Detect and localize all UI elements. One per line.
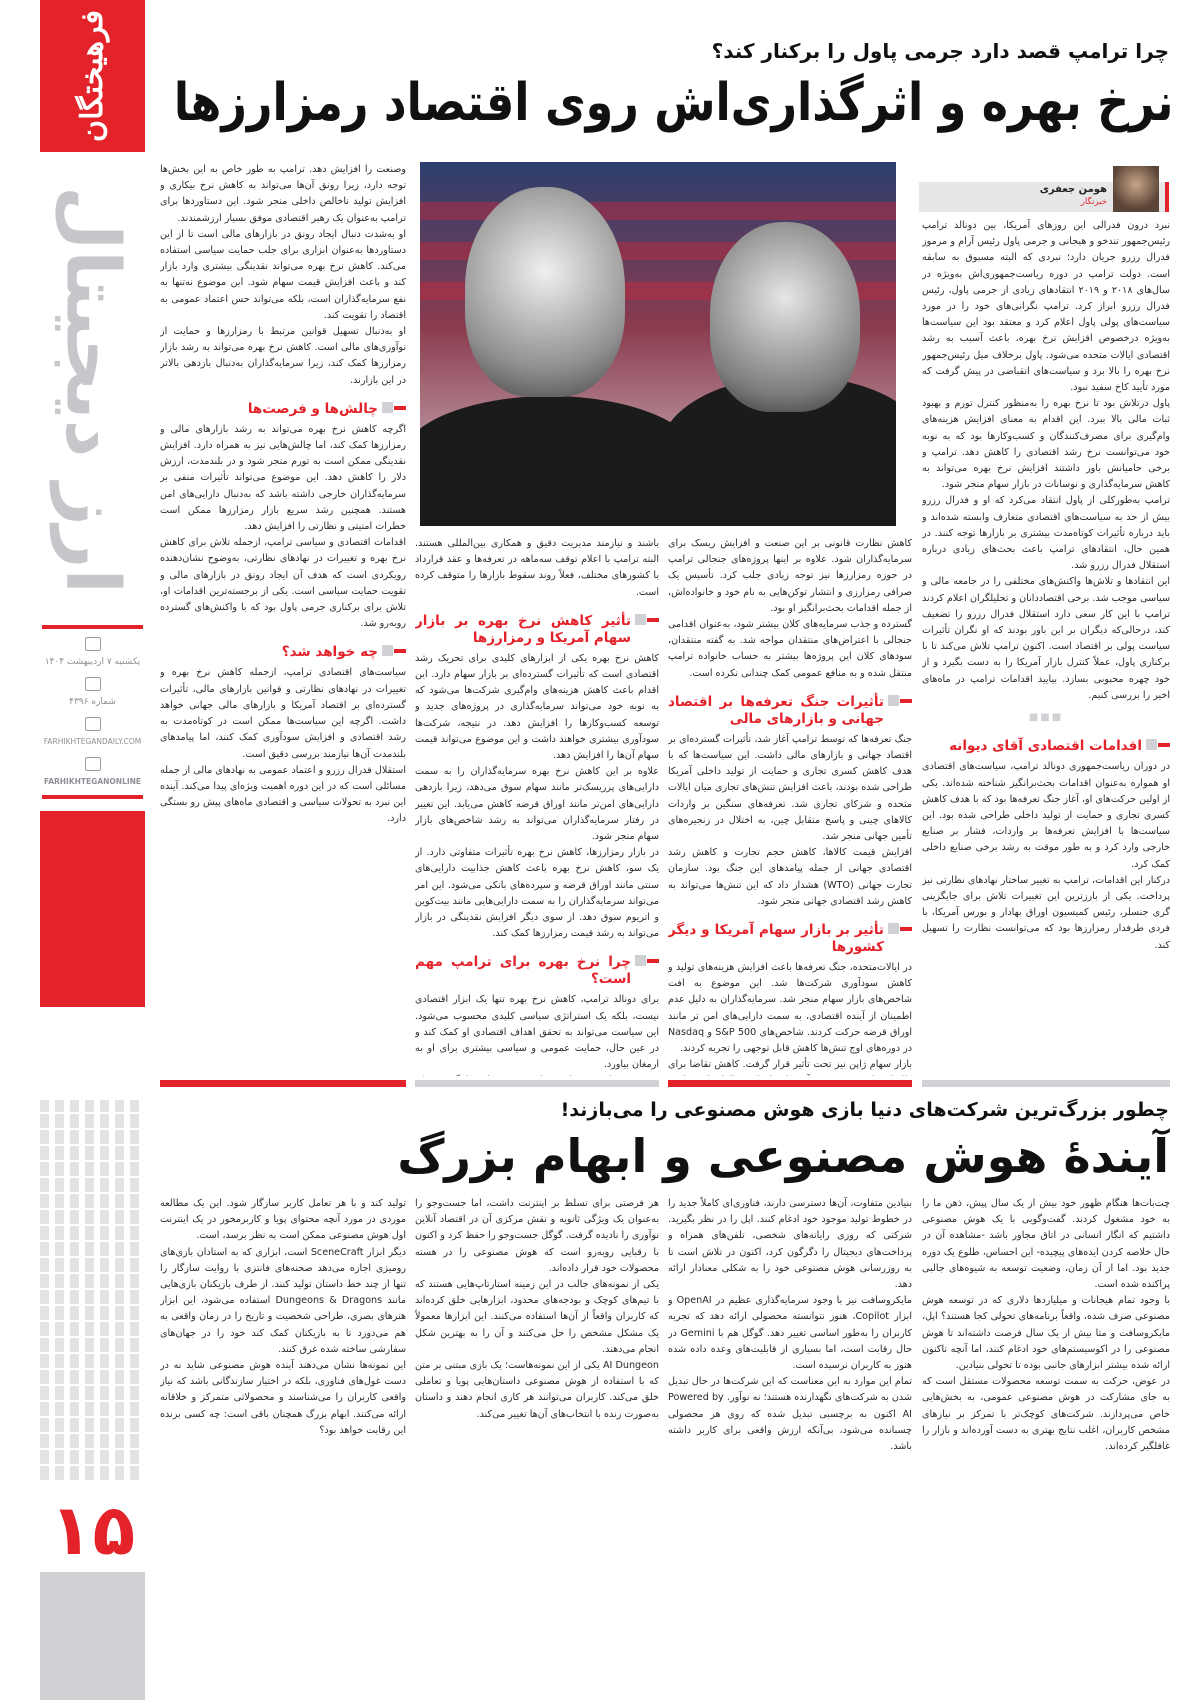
paragraph: جنگ تعرفه‌ها که توسط ترامپ آغاز شد، تأثیرات گسترده‌ای بر اقتصاد جهانی و بازارهای مالی داشت. این سیاست‌ها که با هدف کاهش کسری تجاری و حمایت از تولید داخلی آمریکا طراحی شده بودند، باعث افزایش تنش‌های تجاری میان ایالات متحده و شرکای تجاری شد. تعرفه‌های سنگین بر واردات کالاهای چینی و پاسخ متقابل چین، به اختلال در زنجیره‌های تأمین جهانی منجر شد. xyxy=(668,733,912,843)
column-rule xyxy=(160,1080,406,1087)
top-headline: نرخ بهره و اثرگذاری‌اش روی اقتصاد رمزارزها xyxy=(173,73,1173,133)
paragraph: کاهش نرخ بهره یکی از ابزارهای کلیدی برای تحریک رشد اقتصادی است که تأثیرات گسترده‌ای بر بازار سهام دارد. این اقدام باعث کاهش هزینه‌های وام‌گیری شرکت‌ها می‌شود که به نوبه خود می‌تواند سرمایه‌گذاری در پروژه‌های جدید و توسعه کسب‌وکارها را افزایش دهد. در نتیجه، شرکت‌ها سودآوری بیشتری خواهند داشت و این موضوع می‌تواند قیمت سهام آن‌ها را افزایش دهد. xyxy=(415,652,659,762)
top-kicker: چرا ترامپ قصد دارد جرمی پاول را برکنار کند؟ xyxy=(711,39,1169,63)
website-link[interactable]: FARHIKHTEGANDAILY.COM xyxy=(43,737,142,746)
bottom-column-1 xyxy=(922,1196,1170,1690)
divider xyxy=(42,625,143,629)
paragraph: AI Dungeon یکی از این نمونه‌هاست؛ یک بازی مبتنی بر متن که با استفاده از هوش مصنوعی داستان‌هایی پویا و تعاملی خلق می‌کند. کاربران می‌توانند هر کاری انجام دهند و داستان به‌صورت زنده با انتخاب‌های آن‌ها تغییر می‌کند. xyxy=(415,1360,659,1420)
subheading: چرا نرخ بهره برای ترامپ مهم است؟ xyxy=(415,954,659,988)
issue-number: شماره ۴۳۹۶ xyxy=(69,697,116,707)
divider xyxy=(42,795,143,799)
paragraph: او به‌دنبال تسهیل قوانین مرتبط با رمزارزها و حمایت از نوآوری‌های مالی است. کاهش نرخ بهره می‌تواند به رشد بازار رمزارزها کمک کند، زیرا سرمایه‌گذاران به‌دنبال بازدهی بالاتر در این بازارند. xyxy=(160,326,406,386)
author-byline xyxy=(919,166,1169,212)
social-icon xyxy=(85,757,101,771)
article-photo xyxy=(420,162,896,526)
paragraph: تمام این موارد به این معناست که این شرکت‌ها در حال تبدیل شدن به شرکت‌های نگهدارنده هستند؛ نه نوآور. Powered by AI اکنون به برچسبی تبدیل شده که روی هر محصولی چسبانده می‌شود، بی‌آنکه ارزش واقعی برای کاربر داشته باشد. xyxy=(668,1376,912,1453)
top-column-4 xyxy=(160,162,406,1076)
paragraph: وصنعت را افزایش دهد. ترامپ به طور خاص به این بخش‌ها توجه دارد، زیرا رونق آن‌ها می‌تواند به کاهش نرخ بیکاری و افزایش تولید ناخالص داخلی منجر شود. این دستاوردها برای ترامپ به‌عنوان یک رهبر اقتصادی موفق بسیار ارزشمندند. xyxy=(160,164,406,224)
bottom-column-3 xyxy=(415,1196,659,1690)
column-rule xyxy=(922,1080,1170,1087)
paragraph: اقدامات اقتصادی و سیاسی ترامپ، ازجمله تلاش برای کاهش نرخ بهره و تغییرات در نهادهای نظارتی، به‌وضوح نشان‌دهنده رویکردی است که هدف آن ایجاد رونق در بازارهای مالی و تقویت حمایت سیاسی است. یکی از برجسته‌ترین اقدامات او، تلاش برای برکناری جرمی پاول بود که با واکنش‌های گسترده روبه‌رو شد. xyxy=(160,537,406,630)
subheading: چه خواهد شد؟ xyxy=(160,644,406,661)
issue-date: یکشنبه ۷ اردیبهشت ۱۴۰۴ xyxy=(44,657,141,667)
paragraph: ترامپ به‌طورکلی از پاول انتقاد می‌کرد که او و فدرال رزرو بیش از حد به سیاست‌های اقتصادی متعارف وابسته شده‌اند و باید درباره تأثیرات کوتاه‌مدت بیشتری بر بازارها توجه کنند. در همین حال، انتقادهای ترامپ باعث بحث‌های زیادی درباره استقلال فدرال رزرو شد. xyxy=(922,495,1170,572)
author-role: خبرنگار xyxy=(1080,197,1107,207)
web-icon xyxy=(85,717,101,731)
subheading: تأثیرات جنگ تعرفه‌ها بر اقتصاد جهانی و بازارهای مالی xyxy=(668,694,912,728)
paragraph: بنیادین متفاوت، آن‌ها دسترسی دارند، فناوری‌ای کاملاً جدید را در خطوط تولید موجود خود ادغام کنند. اپل را در نظر بگیرید. شرکتی که روزی رایانه‌های شخصی، تلفن‌های همراه و پرداخت‌های دیجیتال را دگرگون کرد، اکنون در تلاش است تا به روزرسانی هوش مصنوعی خود را به شکلی معنادار ارائه دهد. xyxy=(668,1198,912,1291)
bottom-column-4 xyxy=(160,1196,406,1690)
top-column-1 xyxy=(922,218,1170,1076)
paragraph: اگرچه کاهش نرخ بهره می‌تواند به رشد بازارهای مالی و رمزارزها کمک کند، اما چالش‌هایی نیز به همراه دارد. افزایش نقدینگی ممکن است به تورم منجر شود و در بلندمدت، ارزش دلار را کاهش دهد. این موضوع می‌تواند تأثیرات منفی بر سرمایه‌گذاران خارجی داشته باشد که به‌دنبال دارایی‌های امن هستند. همچنین رشد سریع بازار رمزارزها ممکن است خطرات امنیتی و نظارتی را افزایش دهد. xyxy=(160,423,406,533)
paragraph: بازار سهام ژاپن نیز تحت تأثیر قرار گرفت. کاهش تقاضا برای xyxy=(668,1059,912,1071)
section-separator: ■■■ xyxy=(1028,712,1064,724)
paragraph: این انتقادها و تلاش‌ها واکنش‌های مختلفی را در جامعه مالی و سیاسی موجب شد. برخی اقتصاددانان و تحلیلگران اعلام کردند ترامپ با این کار سعی دارد استقلال فدرال رزرو را تضعیف کند، درحالی‌که دیگران بر این باور بودند که او نگران تأثیرات سیاست پولی بر اقتصاد است. اکنون ترامپ تلاش می‌کند تا با برکناری پاول، عملاً کنترل بازار آمریکا را به دست بگیرد و از خود چهره محبوبی بسازد. بیایید اقدامات ترامپ در ماه‌های اخیر را بررسی کنیم. xyxy=(922,576,1170,701)
paragraph: گسترده و جذب سرمایه‌های کلان بیشتر شود، به‌عنوان اقدامی جنجالی با اعتراض‌های منتقدان مواجه شد. به گفته منتقدان، سودهای کلان این پروژه‌ها بیشتر به حساب خانواده ترامپ منتقل شده و به منافع عمومی کمک چندانی نکرده است. xyxy=(668,619,912,679)
paragraph: او به‌شدت دنبال ایجاد رونق در بازارهای مالی است تا از این دستاوردها به‌عنوان ابزاری برای جلب حمایت سیاسی استفاده می‌کند. کاهش نرخ بهره می‌تواند نقدینگی بیشتری وارد بازار کند و باعث افزایش قیمت سهام شود. این موضوع نه‌تنها به نفع سرمایه‌گذاران است، بلکه می‌تواند حس اعتماد عمومی به اقتصاد را تقویت کند. xyxy=(160,228,406,321)
column-rule xyxy=(415,1080,659,1087)
section-title: ارز دیجیتال xyxy=(49,186,136,594)
paragraph: تولید کند و با هر تعامل کاربر سازگار شود. این یک مطالعه موردی در مورد آنچه محتوای پویا و کاربرمحور در یک اینترنت اول هوش مصنوعی ممکن است به نظر برسد، است. xyxy=(160,1198,406,1242)
author-name: هومن جعفری xyxy=(1039,184,1107,195)
paragraph: استقلال فدرال رزرو و اعتماد عمومی به نهادهای مالی از جمله مسائلی است که در این دوره اهمیت ویژه‌ای پیدا می‌کند. آینده این نبرد به تحولات سیاسی و اقتصادی ماه‌های پیش رو بستگی دارد. xyxy=(160,764,406,825)
paragraph: سیاست‌های اقتصادی ترامپ، ازجمله کاهش نرخ بهره و تغییرات در نهادهای نظارتی و قوانین بازارهای مالی، تأثیرات گسترده‌ای بر اقتصاد آمریکا و بازارهای مالی جهانی خواهد داشت. اگرچه این سیاست‌ها ممکن است در کوتاه‌مدت به رشد اقتصادی و افزایش سودآوری کمک کنند، اما پیامدهای بلندمدت آن‌ها نیازمند بررسی دقیق است. xyxy=(160,667,406,760)
top-column-3 xyxy=(415,536,659,1076)
bottom-kicker: چطور بزرگ‌ترین شرکت‌های دنیا بازی هوش مصنوعی را می‌بازند! xyxy=(560,1099,1169,1121)
paragraph: هر فرصتی برای تسلط بر اینترنت داشت، اما جست‌وجو را به‌عنوان یک ویژگی ثانویه و نقش مرکزی آن در اقتصاد آنلاین نوآوری را نادیده گرفت. گوگل جست‌وجو را حفظ کرد و اکنون با رقبایی روبه‌رو است که هوش مصنوعی را در هسته محصولات خود قرار داده‌اند. xyxy=(415,1198,659,1274)
calendar-icon xyxy=(85,637,101,651)
paragraph: پاول درتلاش بود تا نرخ بهره را به‌منظور کنترل تورم و بهبود ثبات مالی بالا ببرد. این اقدام به معنای افزایش هزینه‌های وام‌گیری برای مصرف‌کنندگان و کسب‌وکارها بود که به نوبه خود می‌توانست نرخ رشد اقتصادی را کاهش دهد. ترامپ و برخی حامیانش باور داشتند افزایش نرخ بهره می‌تواند به کاهش سرمایه‌گذاری و نوسانات در بازار سهام منجر شود. xyxy=(922,398,1170,491)
paragraph xyxy=(415,1073,659,1076)
paragraph: در ایالات‌متحده، جنگ تعرفه‌ها باعث افزایش هزینه‌های تولید و کاهش سودآوری شرکت‌ها شد. این موضوع به افت شاخص‌های بازار سهام منجر شد. سرمایه‌گذاران به دلیل عدم اطمینان از آینده اقتصادی، به سمت دارایی‌های امن تر مانند اوراق قرضه حرکت کردند. شاخص‌های S&P 500 و Nasdaq در دوره‌های اوج تنش‌ها کاهش قابل توجهی را تجربه کردند. xyxy=(668,962,912,1055)
gray-decor-block xyxy=(40,1572,145,1700)
paragraph: برای دونالد ترامپ، کاهش نرخ بهره تنها یک ابزار اقتصادی نیست، بلکه یک استراتژی سیاسی کلیدی محسوب می‌شود. این سیاست می‌تواند به تحقق اهداف اقتصادی او کمک کند و در عین حال، حمایت عمومی و سیاسی بیشتری برای او به ارمغان بیاورد. xyxy=(415,994,659,1071)
bottom-headline: آیندهٔ هوش مصنوعی و ابهام بزرگ xyxy=(397,1129,1169,1183)
paragraph: مایکروسافت نیز با وجود سرمایه‌گذاری عظیم در OpenAI و ابزار Copilot، هنوز نتوانسته محصولی ارائه دهد که تجربه کاربران را به‌طور اساسی تغییر دهد. گوگل هم با Gemini در حال رقابت است، اما بسیاری از قابلیت‌های وعده داده شده هنوز به کاربران نرسیده است. xyxy=(668,1295,912,1372)
paragraph: با وجود تمام هیجانات و میلیاردها دلاری که در توسعه هوش مصنوعی صرف شده، واقعاً برنامه‌های تحولی کجا هستند؟ اپل، مایکروسافت و متا بیش از یک سال فرصت داشته‌اند تا هوش مصنوعی را در اکوسیستم‌های خود ادغام کنند، اما آنچه تاکنون ارائه شده بیشتر ابزارهای جانبی بوده تا تحولی بنیادین. xyxy=(922,1295,1170,1372)
subheading: تأثیر کاهش نرخ بهره بر بازار سهام آمریکا و رمزارزها xyxy=(415,613,659,647)
newspaper-logo: فرهیختگان xyxy=(40,0,145,152)
red-decor-block xyxy=(40,811,145,1007)
paragraph: نبرد درون فدرالی این روزهای آمریکا، بین دونالد ترامپ رئیس‌جمهور تندخو و هیجانی و جرمی پاول رئیس آرام و مرموز فدرال رزرو جریان دارد؛ نبردی که البته مسبوق به سابقه است. دولت ترامپ در دوره ریاست‌جمهوری‌اش به‌ویژه در سال‌های ۲۰۱۸ و ۲۰۱۹ انتقادهای زیادی از جرمی پاول، رئیس فدرال رزرو ابراز کرد. ترامپ نگرانی‌های خود را در مورد سیاست‌های پولی پاول اعلام کرد و معتقد بود این سیاست‌ها به‌ویژه درخصوص افزایش نرخ بهره، باعث آسیب به رشد اقتصادی ایالات متحده می‌شود. پاول برخلاف میل رئیس‌جمهور نرخ بهره را بالا برد و سیاست‌های انقباضی در پیش گرفت که مورد تأیید کاخ سفید نبود. xyxy=(922,220,1170,394)
paragraph: یکی از نمونه‌های جالب در این زمینه استارتاپ‌هایی هستند که با تیم‌های کوچک و بودجه‌های محدود، ابزارهایی خلق کرده‌اند که کاربران واقعاً از آن‌ها استفاده می‌کنند. این ابزارها معمولاً یک مشکل مشخص را حل می‌کنند و آن را به بهترین شکل انجام می‌دهند. xyxy=(415,1279,659,1355)
top-column-2 xyxy=(668,536,912,1076)
subheading: اقدامات اقتصادی آقای دیوانه xyxy=(922,738,1170,755)
paragraph: افزایش قیمت کالاها، کاهش حجم تجارت و کاهش رشد اقتصادی جهانی از جمله پیامدهای این جنگ بود. سازمان تجارت جهانی (WTO) هشدار داد که این تنش‌ها می‌تواند به کاهش رشد اقتصادی جهانی منجر شود. xyxy=(668,847,912,907)
author-avatar xyxy=(1113,166,1159,212)
column-rule xyxy=(668,1080,912,1087)
newspaper-icon xyxy=(85,677,101,691)
paragraph: باشند و نیازمند مدیریت دقیق و همکاری بین‌المللی هستند. البته ترامپ با اعلام توقف سه‌ماهه در تعرفه‌ها و عقد قرارداد با کشورهای مختلف، فعلاً روند سقوط بازارها را متوقف کرده است. xyxy=(415,538,659,598)
subheading: چالش‌ها و فرصت‌ها xyxy=(160,401,406,418)
paragraph: علاوه بر این کاهش نرخ بهره سرمایه‌گذاران را به سمت دارایی‌های پرریسک‌تر مانند سهام سوق می‌دهد، زیرا بازدهی دارایی‌های امن‌تر مانند اوراق قرضه کاهش می‌یابد. این تغییر در رفتار سرمایه‌گذاران می‌تواند به رشد شاخص‌های بازار سهام منجر شود. xyxy=(415,766,659,843)
paragraph: دیگر ابزار SceneCraft است، ابزاری که به استادان بازی‌های رومیزی اجازه می‌دهد صحنه‌های فانتزی با روایت سازگار را تنها از چند خط داستان تولید کنند. از طرف بازیکنان بازی‌هایی مانند Dungeons & Dragons استفاده می‌شود، این ابزار هنرهای بصری، طراحی شخصیت و تاریخ را در زمان واقعی به هم می‌دوزد تا به بازیکنان کمک کند خود را در جهان‌های سفارشی ساخته شده غرق کنند. xyxy=(160,1246,406,1355)
subheading: تأثیر بر بازار سهام آمریکا و دیگر کشورها xyxy=(668,922,912,956)
paragraph: در دوران ریاست‌جمهوری دونالد ترامپ، سیاست‌های اقتصادی او همواره به‌عنوان اقدامات بحث‌برانگیز شناخته شده‌اند. یکی از اولین حرکت‌های او، آغاز جنگ تعرفه‌ها بود که با هدف کاهش کسری تجاری و حمایت از تولید داخلی طراحی شده بود. این سیاست‌ها با افزایش تعرفه‌ها بر واردات، فشار بر صنایع خارجی وارد کرد و به طور موقت به رشد برخی صنایع داخلی کمک کرد. xyxy=(922,761,1170,870)
social-handle[interactable]: FARHIKHTEGANONLINE xyxy=(43,777,142,786)
paragraph: در عوض، حرکت به سمت توسعه محصولات مستقل است که به جای مشارکت در هوش مصنوعی عمومی، به بخش‌هایی خاص می‌پردازند. شرکت‌های کوچک‌تر با تمرکز بر نیازهای مشخص کاربران، اغلب نتایج بهتری به دست آورده‌اند و بازار را غافلگیر کرده‌اند. xyxy=(922,1376,1170,1453)
issue-info xyxy=(40,625,145,799)
paragraph: چت‌بات‌ها هنگام ظهور خود بیش از یک سال پیش، ذهن ما را به خود مشغول کردند. گفت‌وگویی با یک هوش مصنوعی داشتیم که انگار انسانی در اتاق مجاور باشد -مشاهده آن در حال خلاصه کردن ایده‌های پیچیده- این احساس، طلوع یک دوره جدید بود. اما از آن زمان، وضعیت توسعه به شیوه‌های جالبی پراکنده شده است. xyxy=(922,1198,1170,1291)
paragraph: کاهش نظارت قانونی بر این صنعت و افزایش ریسک برای سرمایه‌گذاران شود. علاوه بر اینها پروژه‌های جنجالی ترامپ در حوزه رمزارزها نیز توجه زیادی جلب کرد. تأسیس یک صرافی رمزارزی و انتشار توکن‌هایی به نام خود و خانواده‌اش، از جمله اقدامات بحث‌برانگیز او بود. xyxy=(668,538,912,614)
paragraph: درکنار این اقدامات، ترامپ به تغییر ساختار نهادهای نظارتی نیز پرداخت. یکی از بارزترین این تغییرات تلاش برای جایگزینی گری جنسلر، رئیس کمیسیون اوراق بهادار و بورس آمریکا، با فردی طرفدار رمزارزها بود که می‌توانست نظارت را تسهیل کند. xyxy=(922,874,1170,951)
bottom-column-2 xyxy=(668,1196,912,1690)
page-number: ۱۵ xyxy=(49,1489,136,1571)
paragraph: این نمونه‌ها نشان می‌دهند آینده هوش مصنوعی شاید نه در دست غول‌های فناوری، بلکه در اختیار سازندگانی باشد که نیاز واقعی کاربران را می‌شناسند و محصولاتی متمرکز و خلاقانه ارائه می‌کنند. ابهام بزرگ همچنان باقی است: چه کسی برنده این رقابت خواهد بود؟ xyxy=(160,1360,406,1436)
stripe-pattern xyxy=(40,1100,145,1480)
paragraph: در بازار رمزارزها، کاهش نرخ بهره تأثیرات متفاوتی دارد. از یک سو، کاهش نرخ بهره باعث کاهش جذابیت دارایی‌های سنتی مانند اوراق قرضه و سپرده‌های بانکی می‌شود. این امر می‌تواند سرمایه‌گذاران را به سمت دارایی‌هایی مانند بیت‌کوین و اتریوم سوق دهد. از سوی دیگر افزایش نقدینگی در بازار می‌تواند به رشد قیمت رمزارزها کمک کند. xyxy=(415,847,659,940)
